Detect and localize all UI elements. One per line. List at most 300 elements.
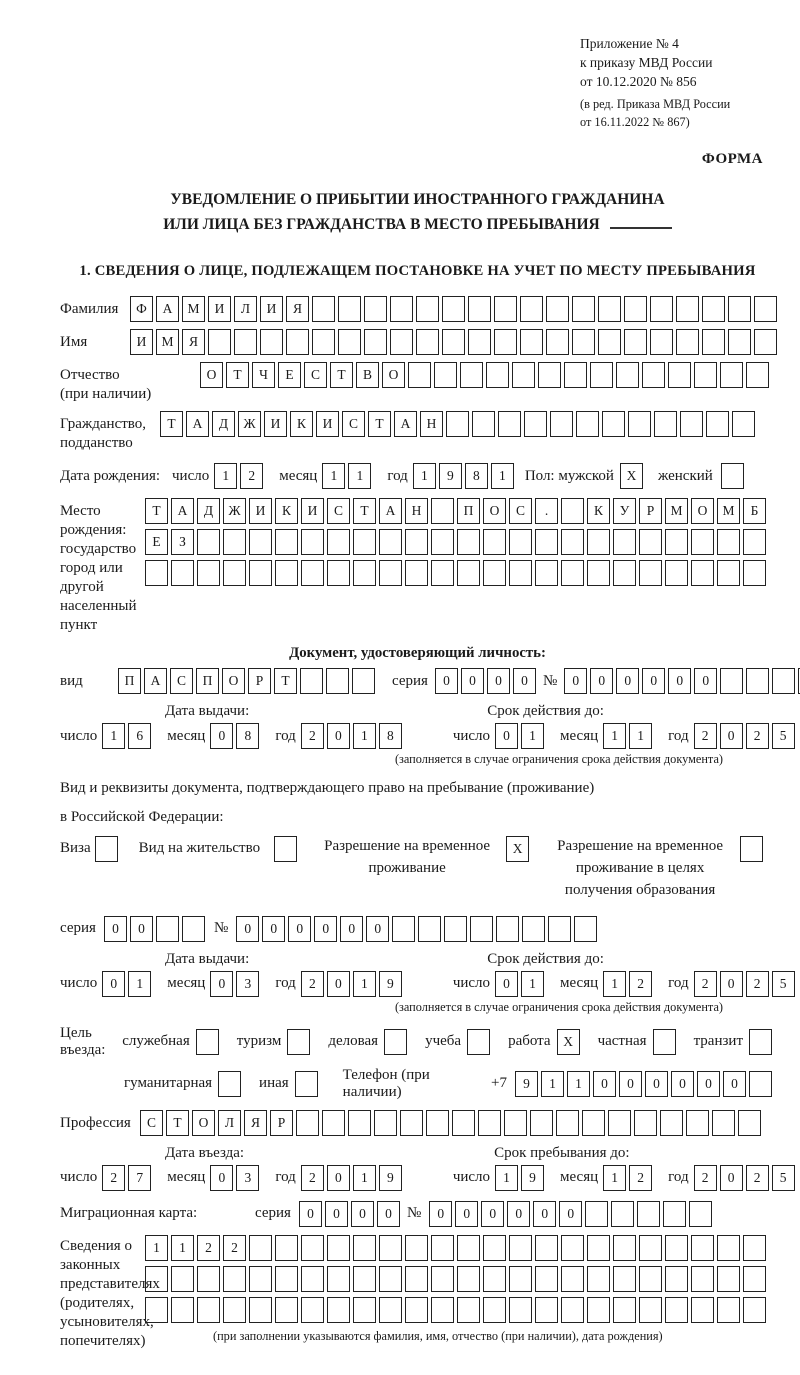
surname-cell[interactable] — [754, 296, 777, 322]
issue-year-cell[interactable]: 8 — [379, 723, 402, 749]
birth-place-cell[interactable]: Т — [145, 498, 168, 524]
birth-place-cell[interactable]: И — [249, 498, 272, 524]
profession-cell[interactable]: С — [140, 1110, 163, 1136]
surname-cell[interactable] — [624, 296, 647, 322]
surname-cell[interactable] — [364, 296, 387, 322]
citizenship-cell[interactable]: Т — [368, 411, 391, 437]
issue-day-cell[interactable]: 1 — [102, 723, 125, 749]
birth-place-cell[interactable]: К — [275, 498, 298, 524]
birth-place-cell[interactable] — [535, 560, 558, 586]
citizenship-cell[interactable] — [498, 411, 521, 437]
profession-cell[interactable]: Т — [166, 1110, 189, 1136]
birth-place-cell[interactable] — [301, 529, 324, 555]
name-cell[interactable] — [650, 329, 673, 355]
citizenship-cell[interactable]: И — [264, 411, 287, 437]
birth-place-cell[interactable] — [353, 560, 376, 586]
birth-place-cell[interactable] — [197, 529, 220, 555]
representative-cell[interactable] — [379, 1235, 402, 1261]
surname-cell[interactable] — [650, 296, 673, 322]
birth-place-cell[interactable] — [275, 529, 298, 555]
rvp-number-cell[interactable]: 0 — [236, 916, 259, 942]
phone-cell[interactable]: 1 — [567, 1071, 590, 1097]
phone-cell[interactable] — [749, 1071, 772, 1097]
rvp-seriya-cell[interactable] — [182, 916, 205, 942]
phone-cell[interactable]: 0 — [593, 1071, 616, 1097]
stay-month-cell[interactable]: 2 — [629, 1165, 652, 1191]
profession-cell[interactable] — [634, 1110, 657, 1136]
citizenship-cell[interactable] — [472, 411, 495, 437]
birth-place-cell[interactable] — [613, 560, 636, 586]
citizenship-cell[interactable]: Т — [160, 411, 183, 437]
surname-cell[interactable] — [546, 296, 569, 322]
stay-year-cell[interactable]: 0 — [720, 1165, 743, 1191]
stay-year-cell[interactable]: 5 — [772, 1165, 795, 1191]
birth-place-cell[interactable]: . — [535, 498, 558, 524]
doc-number-cell[interactable]: 0 — [590, 668, 613, 694]
migration-number-cell[interactable]: 0 — [455, 1201, 478, 1227]
rvp-issue-year-cell[interactable]: 2 — [301, 971, 324, 997]
representative-cell[interactable] — [483, 1266, 506, 1292]
citizenship-cell[interactable] — [680, 411, 703, 437]
name-cell[interactable]: Я — [182, 329, 205, 355]
purpose-private-checkbox[interactable] — [653, 1029, 676, 1055]
birth-place-cell[interactable]: З — [171, 529, 194, 555]
representative-cell[interactable] — [691, 1235, 714, 1261]
visa-checkbox[interactable] — [95, 836, 118, 862]
purpose-study-checkbox[interactable] — [467, 1029, 490, 1055]
representative-cell[interactable] — [275, 1266, 298, 1292]
name-cell[interactable]: М — [156, 329, 179, 355]
representative-cell[interactable] — [665, 1297, 688, 1323]
surname-cell[interactable] — [520, 296, 543, 322]
birth-year-cell[interactable]: 8 — [465, 463, 488, 489]
birth-place-cell[interactable] — [145, 560, 168, 586]
representative-cell[interactable] — [665, 1235, 688, 1261]
surname-cell[interactable] — [572, 296, 595, 322]
profession-cell[interactable] — [556, 1110, 579, 1136]
birth-place-cell[interactable] — [431, 529, 454, 555]
birth-place-cell[interactable]: А — [379, 498, 402, 524]
birth-place-cell[interactable] — [665, 560, 688, 586]
profession-cell[interactable] — [504, 1110, 527, 1136]
birth-place-cell[interactable] — [223, 529, 246, 555]
birth-place-cell[interactable] — [379, 560, 402, 586]
representative-cell[interactable] — [509, 1266, 532, 1292]
doc-type-cell[interactable] — [300, 668, 323, 694]
doc-type-cell[interactable]: Т — [274, 668, 297, 694]
temp-residence-edu-checkbox[interactable] — [740, 836, 763, 862]
representative-cell[interactable] — [327, 1266, 350, 1292]
representative-cell[interactable] — [431, 1297, 454, 1323]
name-cell[interactable] — [494, 329, 517, 355]
surname-cell[interactable]: И — [208, 296, 231, 322]
migration-number-cell[interactable] — [637, 1201, 660, 1227]
surname-cell[interactable]: Л — [234, 296, 257, 322]
representative-cell[interactable] — [613, 1235, 636, 1261]
patronymic-cell[interactable]: Е — [278, 362, 301, 388]
doc-type-cell[interactable]: П — [118, 668, 141, 694]
migration-number-cell[interactable] — [611, 1201, 634, 1227]
surname-cell[interactable] — [442, 296, 465, 322]
profession-cell[interactable] — [400, 1110, 423, 1136]
rvp-number-cell[interactable]: 0 — [314, 916, 337, 942]
citizenship-cell[interactable]: И — [316, 411, 339, 437]
birth-month-cell[interactable]: 1 — [348, 463, 371, 489]
profession-cell[interactable] — [530, 1110, 553, 1136]
profession-cell[interactable] — [582, 1110, 605, 1136]
birth-place-cell[interactable] — [405, 529, 428, 555]
doc-seriya-cell[interactable]: 0 — [513, 668, 536, 694]
valid-day-cell[interactable]: 0 — [495, 723, 518, 749]
profession-cell[interactable]: О — [192, 1110, 215, 1136]
migration-seriya-cell[interactable]: 0 — [325, 1201, 348, 1227]
entry-year-cell[interactable]: 1 — [353, 1165, 376, 1191]
doc-number-cell[interactable]: 0 — [616, 668, 639, 694]
sex-male-checkbox[interactable]: X — [620, 463, 643, 489]
migration-number-cell[interactable] — [663, 1201, 686, 1227]
birth-place-cell[interactable] — [405, 560, 428, 586]
birth-place-cell[interactable] — [353, 529, 376, 555]
rvp-issue-month-cell[interactable]: 3 — [236, 971, 259, 997]
name-cell[interactable]: И — [130, 329, 153, 355]
name-cell[interactable] — [624, 329, 647, 355]
rvp-valid-day-cell[interactable]: 0 — [495, 971, 518, 997]
birth-place-cell[interactable]: О — [483, 498, 506, 524]
citizenship-cell[interactable] — [654, 411, 677, 437]
purpose-other-checkbox[interactable] — [295, 1071, 318, 1097]
phone-cell[interactable]: 9 — [515, 1071, 538, 1097]
patronymic-cell[interactable] — [538, 362, 561, 388]
rvp-valid-year-cell[interactable]: 0 — [720, 971, 743, 997]
birth-place-cell[interactable]: Н — [405, 498, 428, 524]
surname-cell[interactable] — [598, 296, 621, 322]
doc-type-cell[interactable]: С — [170, 668, 193, 694]
representative-cell[interactable] — [457, 1297, 480, 1323]
citizenship-cell[interactable] — [732, 411, 755, 437]
citizenship-cell[interactable] — [576, 411, 599, 437]
citizenship-cell[interactable] — [524, 411, 547, 437]
representative-cell[interactable] — [587, 1235, 610, 1261]
representative-cell[interactable] — [431, 1235, 454, 1261]
birth-place-cell[interactable] — [483, 529, 506, 555]
birth-place-cell[interactable] — [665, 529, 688, 555]
representative-cell[interactable] — [535, 1235, 558, 1261]
birth-place-cell[interactable] — [561, 560, 584, 586]
doc-number-cell[interactable]: 0 — [642, 668, 665, 694]
representative-cell[interactable] — [561, 1235, 584, 1261]
name-cell[interactable] — [416, 329, 439, 355]
birth-place-cell[interactable] — [457, 560, 480, 586]
representative-cell[interactable] — [353, 1235, 376, 1261]
rvp-issue-day-cell[interactable]: 0 — [102, 971, 125, 997]
valid-month-cell[interactable]: 1 — [629, 723, 652, 749]
rvp-number-cell[interactable] — [522, 916, 545, 942]
representative-cell[interactable] — [171, 1266, 194, 1292]
surname-cell[interactable] — [728, 296, 751, 322]
surname-cell[interactable] — [494, 296, 517, 322]
name-cell[interactable] — [728, 329, 751, 355]
surname-cell[interactable] — [468, 296, 491, 322]
purpose-tourism-checkbox[interactable] — [287, 1029, 310, 1055]
patronymic-cell[interactable] — [486, 362, 509, 388]
migration-number-cell[interactable]: 0 — [533, 1201, 556, 1227]
rvp-number-cell[interactable] — [548, 916, 571, 942]
patronymic-cell[interactable] — [616, 362, 639, 388]
doc-seriya-cell[interactable]: 0 — [435, 668, 458, 694]
rvp-number-cell[interactable] — [392, 916, 415, 942]
profession-cell[interactable] — [426, 1110, 449, 1136]
surname-cell[interactable]: М — [182, 296, 205, 322]
citizenship-cell[interactable]: Ж — [238, 411, 261, 437]
patronymic-cell[interactable] — [434, 362, 457, 388]
rvp-issue-year-cell[interactable]: 1 — [353, 971, 376, 997]
representative-cell[interactable] — [509, 1297, 532, 1323]
valid-year-cell[interactable]: 2 — [746, 723, 769, 749]
birth-place-cell[interactable]: А — [171, 498, 194, 524]
doc-type-cell[interactable] — [326, 668, 349, 694]
entry-year-cell[interactable]: 2 — [301, 1165, 324, 1191]
patronymic-cell[interactable] — [460, 362, 483, 388]
representative-cell[interactable] — [249, 1235, 272, 1261]
representative-cell[interactable] — [691, 1266, 714, 1292]
phone-cell[interactable]: 1 — [541, 1071, 564, 1097]
citizenship-cell[interactable]: С — [342, 411, 365, 437]
doc-number-cell[interactable] — [772, 668, 795, 694]
birth-place-cell[interactable] — [639, 529, 662, 555]
rvp-seriya-cell[interactable]: 0 — [104, 916, 127, 942]
representative-cell[interactable] — [275, 1235, 298, 1261]
patronymic-cell[interactable] — [720, 362, 743, 388]
patronymic-cell[interactable] — [694, 362, 717, 388]
issue-day-cell[interactable]: 6 — [128, 723, 151, 749]
phone-cell[interactable]: 0 — [671, 1071, 694, 1097]
surname-cell[interactable]: И — [260, 296, 283, 322]
stay-year-cell[interactable]: 2 — [694, 1165, 717, 1191]
representative-cell[interactable]: 1 — [171, 1235, 194, 1261]
profession-cell[interactable]: Р — [270, 1110, 293, 1136]
purpose-commercial-checkbox[interactable] — [384, 1029, 407, 1055]
birth-place-cell[interactable] — [301, 560, 324, 586]
representative-cell[interactable] — [431, 1266, 454, 1292]
representative-cell[interactable] — [743, 1235, 766, 1261]
representative-cell[interactable] — [197, 1297, 220, 1323]
name-cell[interactable] — [520, 329, 543, 355]
rvp-valid-year-cell[interactable]: 5 — [772, 971, 795, 997]
birth-year-cell[interactable]: 1 — [491, 463, 514, 489]
representative-cell[interactable] — [639, 1235, 662, 1261]
representative-cell[interactable] — [613, 1297, 636, 1323]
birth-place-cell[interactable] — [535, 529, 558, 555]
issue-year-cell[interactable]: 1 — [353, 723, 376, 749]
birth-place-cell[interactable] — [379, 529, 402, 555]
phone-cell[interactable]: 0 — [619, 1071, 642, 1097]
surname-cell[interactable]: Я — [286, 296, 309, 322]
doc-seriya-cell[interactable]: 0 — [487, 668, 510, 694]
profession-cell[interactable] — [608, 1110, 631, 1136]
rvp-seriya-cell[interactable]: 0 — [130, 916, 153, 942]
representative-cell[interactable] — [249, 1297, 272, 1323]
name-cell[interactable] — [312, 329, 335, 355]
birth-place-cell[interactable]: У — [613, 498, 636, 524]
name-cell[interactable] — [754, 329, 777, 355]
representative-cell[interactable] — [327, 1235, 350, 1261]
purpose-business-checkbox[interactable] — [196, 1029, 219, 1055]
valid-month-cell[interactable]: 1 — [603, 723, 626, 749]
rvp-valid-day-cell[interactable]: 1 — [521, 971, 544, 997]
entry-day-cell[interactable]: 2 — [102, 1165, 125, 1191]
birth-place-cell[interactable] — [743, 529, 766, 555]
representative-cell[interactable]: 2 — [197, 1235, 220, 1261]
birth-place-cell[interactable]: Р — [639, 498, 662, 524]
rvp-valid-month-cell[interactable]: 2 — [629, 971, 652, 997]
profession-cell[interactable] — [348, 1110, 371, 1136]
entry-day-cell[interactable]: 7 — [128, 1165, 151, 1191]
representative-cell[interactable] — [639, 1297, 662, 1323]
entry-year-cell[interactable]: 9 — [379, 1165, 402, 1191]
birth-place-cell[interactable]: О — [691, 498, 714, 524]
representative-cell[interactable] — [535, 1297, 558, 1323]
stay-year-cell[interactable]: 2 — [746, 1165, 769, 1191]
patronymic-cell[interactable]: О — [382, 362, 405, 388]
patronymic-cell[interactable] — [642, 362, 665, 388]
valid-year-cell[interactable]: 0 — [720, 723, 743, 749]
birth-place-cell[interactable] — [691, 529, 714, 555]
birth-place-cell[interactable]: П — [457, 498, 480, 524]
profession-cell[interactable] — [712, 1110, 735, 1136]
temp-residence-checkbox[interactable]: X — [506, 836, 529, 862]
birth-place-cell[interactable] — [249, 560, 272, 586]
birth-place-cell[interactable] — [431, 560, 454, 586]
birth-place-cell[interactable] — [639, 560, 662, 586]
purpose-work-checkbox[interactable]: X — [557, 1029, 580, 1055]
rvp-number-cell[interactable] — [496, 916, 519, 942]
birth-year-cell[interactable]: 1 — [413, 463, 436, 489]
citizenship-cell[interactable] — [550, 411, 573, 437]
representative-cell[interactable] — [717, 1235, 740, 1261]
name-cell[interactable] — [286, 329, 309, 355]
rvp-issue-month-cell[interactable]: 0 — [210, 971, 233, 997]
rvp-number-cell[interactable] — [418, 916, 441, 942]
rvp-valid-month-cell[interactable]: 1 — [603, 971, 626, 997]
patronymic-cell[interactable] — [512, 362, 535, 388]
birth-place-cell[interactable] — [561, 498, 584, 524]
birth-place-cell[interactable]: И — [301, 498, 324, 524]
patronymic-cell[interactable] — [408, 362, 431, 388]
birth-place-cell[interactable]: Т — [353, 498, 376, 524]
representative-cell[interactable] — [301, 1235, 324, 1261]
patronymic-cell[interactable] — [590, 362, 613, 388]
profession-cell[interactable] — [686, 1110, 709, 1136]
birth-day-cell[interactable]: 1 — [214, 463, 237, 489]
name-cell[interactable] — [364, 329, 387, 355]
representative-cell[interactable] — [561, 1266, 584, 1292]
phone-cell[interactable]: 0 — [645, 1071, 668, 1097]
residence-permit-checkbox[interactable] — [274, 836, 297, 862]
birth-place-cell[interactable] — [743, 560, 766, 586]
issue-year-cell[interactable]: 0 — [327, 723, 350, 749]
migration-seriya-cell[interactable]: 0 — [351, 1201, 374, 1227]
representative-cell[interactable] — [379, 1266, 402, 1292]
name-cell[interactable] — [702, 329, 725, 355]
citizenship-cell[interactable] — [628, 411, 651, 437]
surname-cell[interactable] — [416, 296, 439, 322]
citizenship-cell[interactable] — [706, 411, 729, 437]
rvp-issue-day-cell[interactable]: 1 — [128, 971, 151, 997]
name-cell[interactable] — [390, 329, 413, 355]
birth-place-cell[interactable] — [691, 560, 714, 586]
migration-number-cell[interactable]: 0 — [429, 1201, 452, 1227]
surname-cell[interactable] — [702, 296, 725, 322]
birth-place-cell[interactable] — [483, 560, 506, 586]
rvp-number-cell[interactable] — [574, 916, 597, 942]
representative-cell[interactable] — [353, 1297, 376, 1323]
doc-type-cell[interactable]: А — [144, 668, 167, 694]
citizenship-cell[interactable]: Д — [212, 411, 235, 437]
representative-cell[interactable] — [223, 1266, 246, 1292]
surname-cell[interactable] — [312, 296, 335, 322]
profession-cell[interactable] — [478, 1110, 501, 1136]
representative-cell[interactable] — [561, 1297, 584, 1323]
birth-place-cell[interactable] — [587, 560, 610, 586]
birth-place-cell[interactable] — [249, 529, 272, 555]
profession-cell[interactable]: Л — [218, 1110, 241, 1136]
citizenship-cell[interactable]: Н — [420, 411, 443, 437]
birth-place-cell[interactable]: С — [327, 498, 350, 524]
patronymic-cell[interactable] — [564, 362, 587, 388]
rvp-number-cell[interactable] — [470, 916, 493, 942]
name-cell[interactable] — [260, 329, 283, 355]
representative-cell[interactable] — [717, 1297, 740, 1323]
doc-number-cell[interactable] — [746, 668, 769, 694]
name-cell[interactable] — [676, 329, 699, 355]
birth-place-cell[interactable] — [509, 529, 532, 555]
birth-place-cell[interactable]: Д — [197, 498, 220, 524]
patronymic-cell[interactable] — [668, 362, 691, 388]
birth-place-cell[interactable] — [431, 498, 454, 524]
citizenship-cell[interactable]: А — [186, 411, 209, 437]
entry-month-cell[interactable]: 0 — [210, 1165, 233, 1191]
name-cell[interactable] — [598, 329, 621, 355]
representative-cell[interactable] — [275, 1297, 298, 1323]
name-cell[interactable] — [442, 329, 465, 355]
representative-cell[interactable] — [509, 1235, 532, 1261]
rvp-seriya-cell[interactable] — [156, 916, 179, 942]
birth-place-cell[interactable]: С — [509, 498, 532, 524]
birth-place-cell[interactable] — [275, 560, 298, 586]
profession-cell[interactable] — [738, 1110, 761, 1136]
entry-month-cell[interactable]: 3 — [236, 1165, 259, 1191]
profession-cell[interactable] — [296, 1110, 319, 1136]
birth-place-cell[interactable] — [509, 560, 532, 586]
migration-number-cell[interactable]: 0 — [481, 1201, 504, 1227]
representative-cell[interactable]: 1 — [145, 1235, 168, 1261]
representative-cell[interactable] — [587, 1297, 610, 1323]
representative-cell[interactable] — [457, 1266, 480, 1292]
name-cell[interactable] — [234, 329, 257, 355]
issue-month-cell[interactable]: 8 — [236, 723, 259, 749]
birth-place-cell[interactable]: М — [717, 498, 740, 524]
citizenship-cell[interactable] — [602, 411, 625, 437]
representative-cell[interactable] — [691, 1297, 714, 1323]
representative-cell[interactable] — [405, 1235, 428, 1261]
stay-month-cell[interactable]: 1 — [603, 1165, 626, 1191]
doc-seriya-cell[interactable]: 0 — [461, 668, 484, 694]
birth-place-cell[interactable] — [717, 529, 740, 555]
representative-cell[interactable] — [145, 1266, 168, 1292]
representative-cell[interactable] — [665, 1266, 688, 1292]
birth-place-cell[interactable]: К — [587, 498, 610, 524]
representative-cell[interactable] — [379, 1297, 402, 1323]
